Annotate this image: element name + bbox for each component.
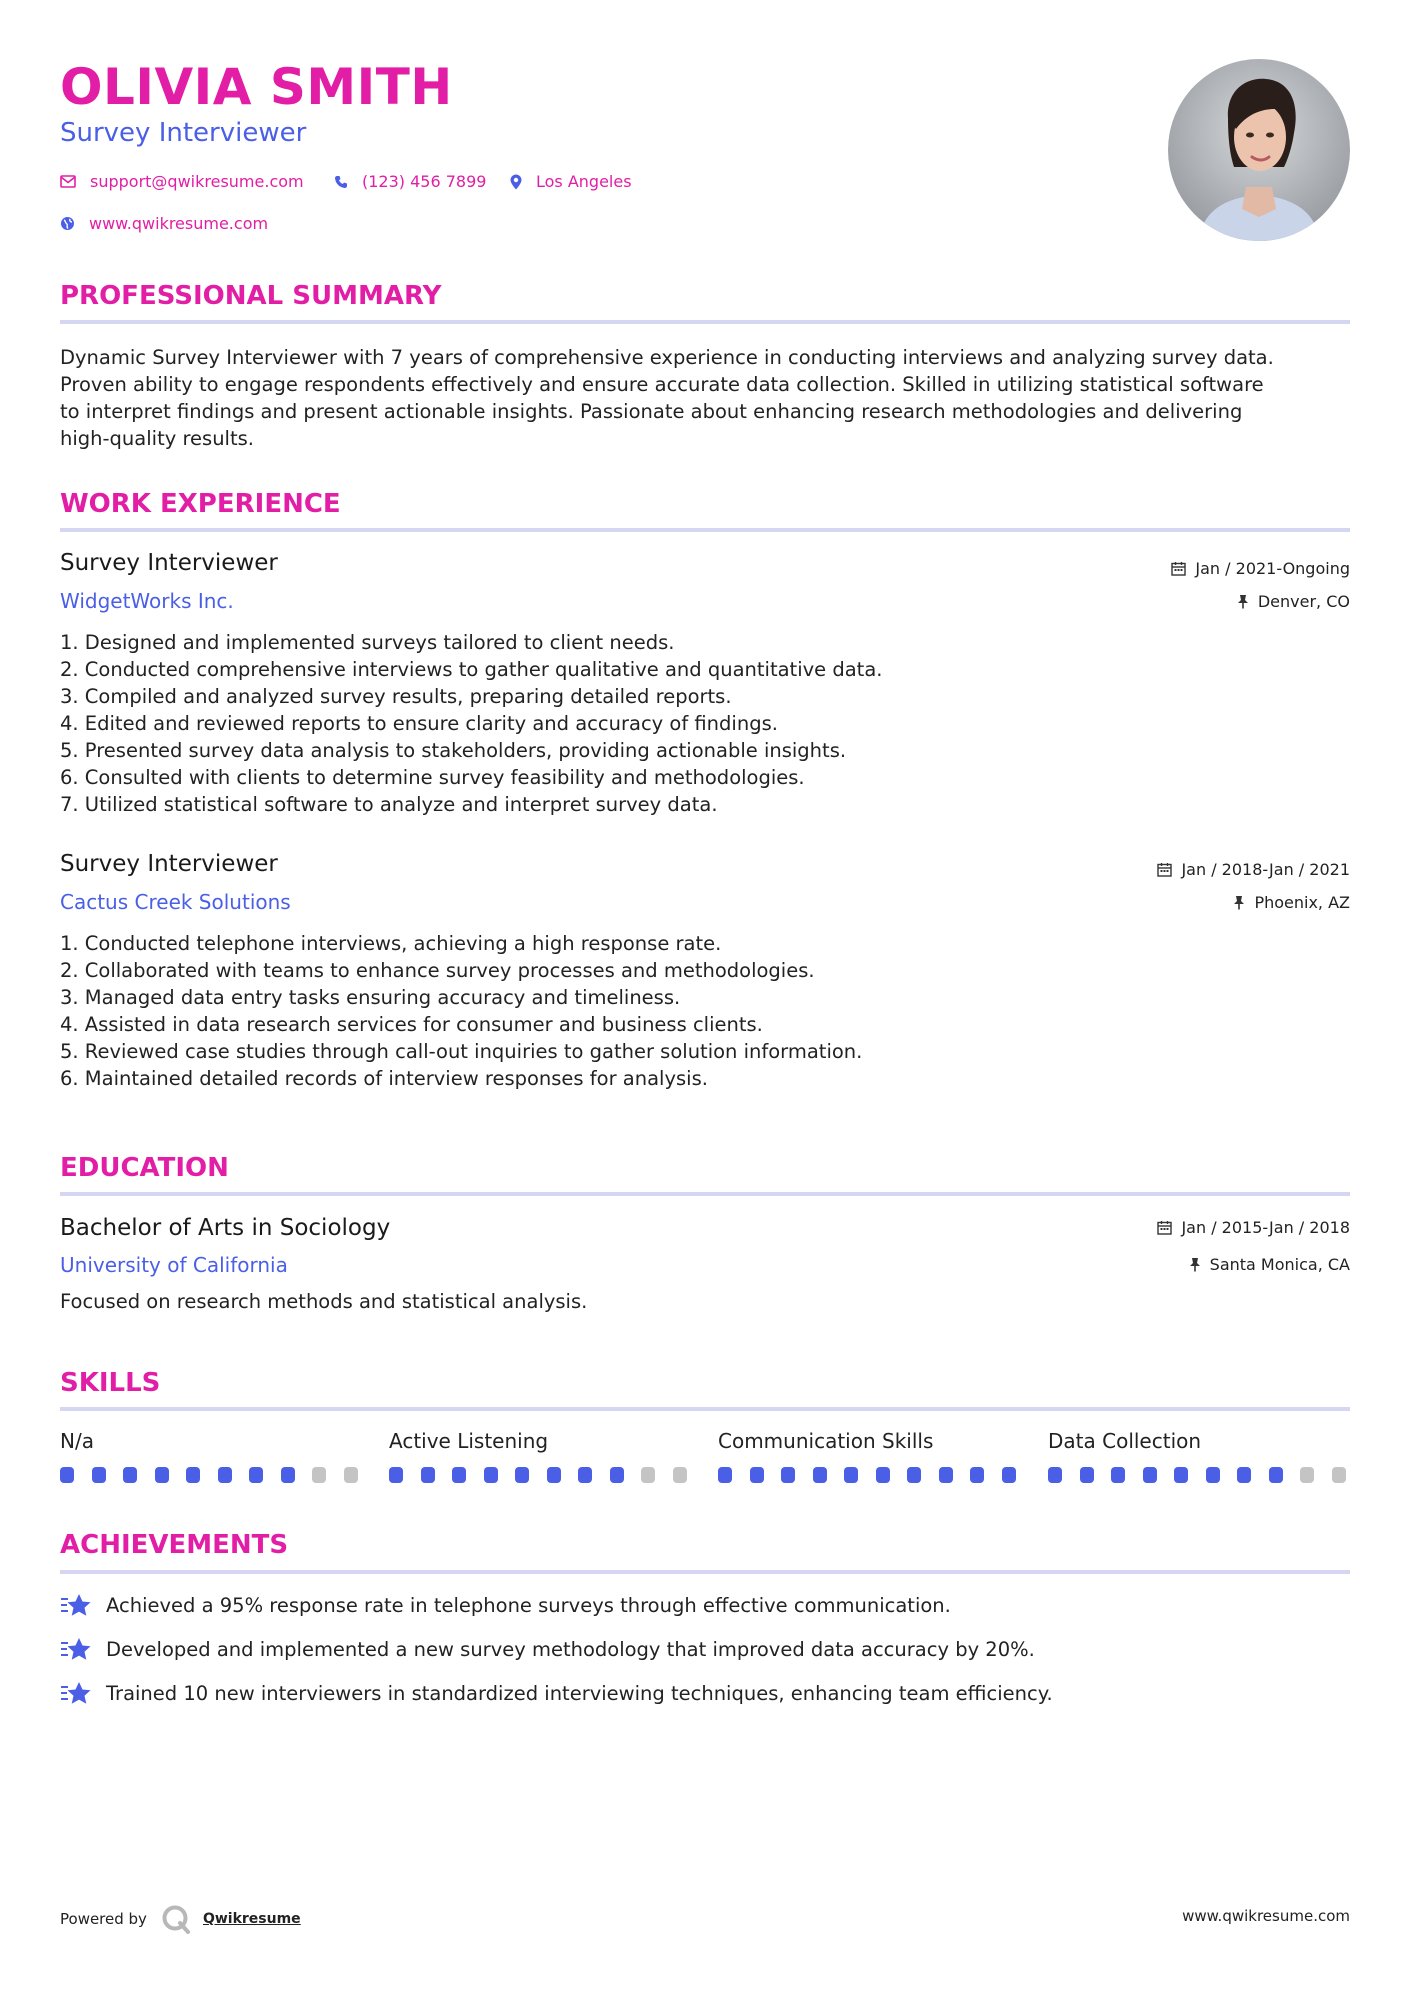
powered-by-text: Powered by [60, 1910, 147, 1928]
skill-dot-filled [186, 1467, 200, 1483]
skill-dot-filled [1002, 1467, 1016, 1483]
summary-text [60, 344, 1350, 452]
achievement-text: Achieved a 95% response rate in telephone surveys through effective communication. [106, 1593, 951, 1617]
skill-dot-filled [781, 1467, 795, 1483]
education-divider [60, 1192, 1350, 1196]
list-item: 4. Edited and reviewed reports to ensure clarity and accuracy of findings. [60, 712, 778, 735]
skill-dot-filled [970, 1467, 984, 1483]
list-item: 7. Utilized statistical software to analyze and interpret survey data. [60, 793, 718, 816]
pushpin-icon [1233, 895, 1245, 910]
achievement-text: Trained 10 new interviewers in standardized interviewing techniques, enhancing team efficiency. [106, 1681, 1053, 1705]
achievement-item [60, 1680, 1053, 1706]
job-title: Survey Interviewer [60, 550, 278, 576]
skill-dot-filled [484, 1467, 498, 1483]
website-text: www.qwikresume.com [89, 214, 269, 233]
job-date [1171, 559, 1350, 578]
summary-line: high-quality results. [60, 427, 254, 450]
skills-divider [60, 1407, 1350, 1411]
globe-icon [60, 216, 75, 231]
list-item: 6. Consulted with clients to determine survey feasibility and methodologies. [60, 766, 805, 789]
candidate-name: OLIVIA SMITH [60, 58, 453, 116]
skill-dot-filled [218, 1467, 232, 1483]
skill-dot-filled [1111, 1467, 1125, 1483]
list-item: 5. Reviewed case studies through call-out inquiries to gather solution information. [60, 1040, 863, 1063]
skill-dot-filled [876, 1467, 890, 1483]
pushpin-icon [1237, 594, 1249, 609]
experience-divider [60, 528, 1350, 532]
skill-dot-empty [344, 1467, 358, 1483]
star-achievement-icon [60, 1680, 92, 1706]
skill-dot-filled [1080, 1467, 1094, 1483]
skill-dot-filled [1206, 1467, 1220, 1483]
list-item: 2. Conducted comprehensive interviews to gather qualitative and quantitative data. [60, 658, 883, 681]
education-date [1157, 1218, 1350, 1237]
skill-dot-empty [1300, 1467, 1314, 1483]
summary-line: to interpret findings and present actionable insights. Passionate about enhancing research methodologies and delivering [60, 400, 1243, 423]
skill-label: Communication Skills [718, 1429, 934, 1453]
skill-rating [60, 1467, 375, 1483]
candidate-title: Survey Interviewer [60, 118, 307, 148]
calendar-icon [1171, 561, 1186, 576]
list-item: 5. Presented survey data analysis to stakeholders, providing actionable insights. [60, 739, 847, 762]
skill-dot-filled [92, 1467, 106, 1483]
skill-dot-empty [673, 1467, 687, 1483]
job-duties-list [60, 629, 882, 818]
skill-dot-filled [907, 1467, 921, 1483]
qwikresume-link[interactable]: Qwikresume [202, 1911, 301, 1927]
skill-item [718, 1429, 1033, 1483]
skill-item [60, 1429, 375, 1483]
job-location-text: Phoenix, AZ [1254, 893, 1350, 912]
skill-item [389, 1429, 704, 1483]
summary-divider [60, 320, 1350, 324]
education-heading: EDUCATION [60, 1153, 229, 1183]
phone-icon [334, 175, 348, 189]
skill-dot-filled [1048, 1467, 1062, 1483]
skill-dot-filled [718, 1467, 732, 1483]
calendar-icon [1157, 862, 1172, 877]
calendar-icon [1157, 1220, 1172, 1235]
skill-dot-filled [547, 1467, 561, 1483]
job-location [1237, 592, 1350, 611]
education-date-text: Jan / 2015-Jan / 2018 [1181, 1218, 1350, 1237]
profile-photo [1168, 59, 1350, 241]
skill-dot-filled [844, 1467, 858, 1483]
skill-dot-filled [281, 1467, 295, 1483]
skill-dot-filled [515, 1467, 529, 1483]
contact-location [510, 172, 632, 191]
skill-dot-empty [312, 1467, 326, 1483]
list-item: 1. Designed and implemented surveys tailored to client needs. [60, 631, 675, 654]
skill-dot-filled [60, 1467, 74, 1483]
skill-dot-filled [155, 1467, 169, 1483]
experience-heading: WORK EXPERIENCE [60, 489, 341, 519]
list-item: 3. Compiled and analyzed survey results, preparing detailed reports. [60, 685, 732, 708]
skill-dot-filled [1174, 1467, 1188, 1483]
qwikresume-logo-icon [161, 1904, 191, 1934]
achievement-text: Developed and implemented a new survey methodology that improved data accuracy by 20%. [106, 1637, 1035, 1661]
skill-dot-filled [610, 1467, 624, 1483]
job-date [1157, 860, 1350, 879]
summary-heading: PROFESSIONAL SUMMARY [60, 281, 442, 311]
skill-rating [389, 1467, 704, 1483]
footer-website[interactable]: www.qwikresume.com [1182, 1907, 1350, 1925]
skill-dot-filled [452, 1467, 466, 1483]
skill-dot-filled [750, 1467, 764, 1483]
education-location-text: Santa Monica, CA [1209, 1255, 1350, 1274]
skill-rating [718, 1467, 1033, 1483]
skill-dot-filled [389, 1467, 403, 1483]
star-achievement-icon [60, 1592, 92, 1618]
skill-dot-filled [1237, 1467, 1251, 1483]
job-company: Cactus Creek Solutions [60, 890, 291, 914]
phone-text: (123) 456 7899 [362, 172, 487, 191]
pushpin-icon [1189, 1257, 1201, 1272]
contact-phone[interactable] [334, 172, 486, 191]
skill-label: Data Collection [1048, 1429, 1202, 1453]
skill-dot-filled [1269, 1467, 1283, 1483]
job-location-text: Denver, CO [1257, 592, 1350, 611]
achievement-item [60, 1636, 1035, 1662]
list-item: 4. Assisted in data research services for consumer and business clients. [60, 1013, 763, 1036]
skill-dot-filled [249, 1467, 263, 1483]
map-pin-icon [510, 174, 522, 190]
achievement-item [60, 1592, 951, 1618]
job-date-text: Jan / 2021-Ongoing [1195, 559, 1350, 578]
school-name: University of California [60, 1253, 288, 1277]
email-text: support@qwikresume.com [90, 172, 304, 191]
skill-dot-empty [641, 1467, 655, 1483]
list-item: 1. Conducted telephone interviews, achieving a high response rate. [60, 932, 722, 955]
star-achievement-icon [60, 1636, 92, 1662]
skill-item [1048, 1429, 1363, 1483]
achievements-heading: ACHIEVEMENTS [60, 1530, 289, 1560]
list-item: 2. Collaborated with teams to enhance survey processes and methodologies. [60, 959, 815, 982]
skill-dot-filled [123, 1467, 137, 1483]
skill-dot-filled [813, 1467, 827, 1483]
contact-website[interactable] [60, 214, 268, 233]
job-title: Survey Interviewer [60, 851, 278, 877]
achievements-divider [60, 1570, 1350, 1574]
job-date-text: Jan / 2018-Jan / 2021 [1181, 860, 1350, 879]
contact-email[interactable] [60, 172, 304, 191]
skills-heading: SKILLS [60, 1368, 161, 1398]
education-location [1189, 1255, 1350, 1274]
footer-powered-by [60, 1904, 301, 1934]
job-company: WidgetWorks Inc. [60, 589, 234, 613]
skill-dot-filled [939, 1467, 953, 1483]
skill-dot-filled [1143, 1467, 1157, 1483]
envelope-icon [60, 175, 76, 188]
degree-title: Bachelor of Arts in Sociology [60, 1215, 391, 1241]
skill-label: N/a [60, 1429, 94, 1453]
skill-dot-empty [1332, 1467, 1346, 1483]
education-description: Focused on research methods and statistical analysis. [60, 1290, 588, 1313]
job-location [1233, 893, 1350, 912]
skill-dot-filled [578, 1467, 592, 1483]
job-duties-list [60, 930, 862, 1092]
list-item: 3. Managed data entry tasks ensuring accuracy and timeliness. [60, 986, 681, 1009]
summary-line: Dynamic Survey Interviewer with 7 years of comprehensive experience in conducting interviews and analyzing survey data. [60, 346, 1274, 369]
skill-rating [1048, 1467, 1363, 1483]
skill-dot-filled [421, 1467, 435, 1483]
skill-label: Active Listening [389, 1429, 549, 1453]
list-item: 6. Maintained detailed records of interview responses for analysis. [60, 1067, 708, 1090]
summary-line: Proven ability to engage respondents effectively and ensure accurate data collection. Skilled in utilizing statistical software [60, 373, 1264, 396]
location-text: Los Angeles [536, 172, 632, 191]
